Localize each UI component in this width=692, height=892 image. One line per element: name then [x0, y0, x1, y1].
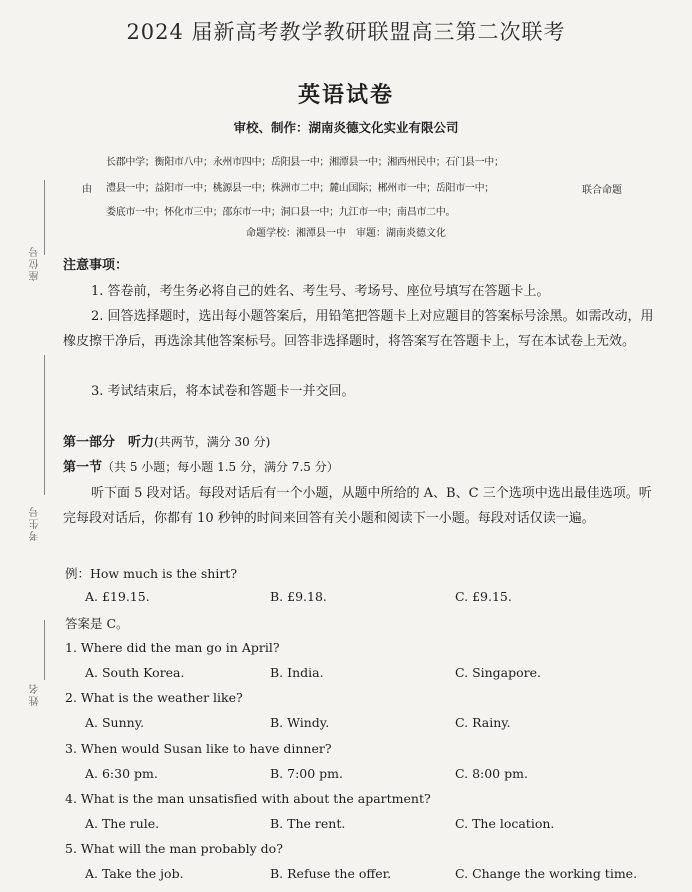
question-5-option-b: B. Refuse the offer. — [270, 866, 392, 881]
notice-item-3: 3. 考试结束后，将本试卷和答题卡一并交回。 — [91, 384, 355, 399]
by-label: 由 — [82, 184, 92, 195]
school-list-line-1: 长郡中学；衡阳市八中；永州市四中；岳阳县一中；湘潭县一中；湘西州民中；石门县一中； — [106, 157, 504, 168]
section-one-title: 第一节 — [63, 460, 103, 475]
example-question: 例：How much is the shirt? — [65, 566, 238, 581]
part-one-score: (共两节，满分 30 分) — [154, 435, 271, 449]
question-3: 3. When would Susan like to have dinner? — [65, 741, 332, 756]
question-2: 2. What is the weather like? — [65, 690, 243, 705]
question-1-option-b: B. India. — [270, 665, 324, 680]
question-2-option-a: A. Sunny. — [85, 715, 145, 730]
notice-item-2: 2. 回答选择题时，选出每小题答案后，用铅笔把答题卡上对应题目的答案标号涂黑。如需改动，用橡皮擦干净后，再选涂其他答案标号。回答非选择题时，将答案写在答题卡上，写在本试卷上无效。 — [63, 309, 654, 349]
section-one-score: （共 5 小题；每小题 1.5 分，满分 7.5 分） — [102, 460, 339, 474]
exam-number-label: 考生号 — [30, 505, 41, 541]
question-2-option-b: B. Windy. — [270, 715, 330, 730]
question-1-option-c: C. Singapore. — [455, 665, 542, 680]
question-3-option-a: A. 6:30 pm. — [85, 766, 158, 781]
question-2-option-c: C. Rainy. — [455, 715, 511, 730]
example-answer: 答案是 C。 — [65, 616, 129, 631]
margin-line-exam-no — [44, 355, 45, 495]
school-list-line-2: 澧县一中；益阳市一中；桃源县一中；株洲市二中；麓山国际；郴州市一中；岳阳市一中； — [106, 183, 494, 194]
question-5-option-a: A. Take the job. — [85, 866, 184, 881]
notice-title: 注意事项： — [63, 258, 129, 273]
exam-title: 2024 届新高考教学教研联盟高三第二次联考 — [126, 20, 566, 44]
section-one-instructions: 听下面 5 段对话。每段对话后有一个小题，从题中所给的 A、B、C 三个选项中选出最佳选项。听完每段对话后，你都有 10 秒钟的时间来回答有关小题和阅读下一小题。每段对话仅读一遍。 — [63, 486, 652, 526]
question-4-option-c: C. The location. — [455, 816, 555, 831]
question-3-option-c: C. 8:00 pm. — [455, 766, 528, 781]
notice-item-1: 1. 答卷前，考生务必将自己的姓名、考生号、考场号、座位号填写在答题卡上。 — [91, 284, 550, 299]
name-label: 姓名 — [30, 682, 41, 706]
section-one-heading — [63, 455, 657, 480]
school-list-line-3: 娄底市一中；怀化市三中；邵东市一中；洞口县一中；九江市一中；南昌市二中。 — [106, 207, 456, 218]
question-5-option-c: C. Change the working time. — [455, 866, 638, 881]
example-option-c: C. £9.15. — [455, 589, 512, 604]
margin-line-seat — [44, 180, 45, 255]
producer-line: 审校、制作：湖南炎德文化实业有限公司 — [233, 120, 459, 135]
subject-title: 英语试卷 — [297, 83, 394, 108]
example-option-b: B. £9.18. — [270, 589, 327, 604]
question-3-option-b: B. 7:00 pm. — [270, 766, 344, 781]
command-school-line: 命题学校：湘潭县一中 审题：湖南炎德文化 — [246, 228, 446, 239]
joint-proposition-label: 联合命题 — [582, 185, 622, 196]
question-4-option-a: A. The rule. — [85, 816, 160, 831]
part-one-title: 第一部分 听力 — [63, 435, 155, 450]
example-option-a: A. £19.15. — [85, 589, 150, 604]
question-5: 5. What will the man probably do? — [65, 841, 283, 856]
question-4: 4. What is the man unsatisfied with about the apartment? — [65, 791, 431, 806]
part-one-heading — [63, 430, 657, 455]
margin-line-name — [44, 620, 45, 680]
question-1: 1. Where did the man go in April? — [65, 640, 280, 655]
question-1-option-a: A. South Korea. — [85, 665, 185, 680]
seat-number-label: 座位号 — [30, 245, 41, 281]
question-4-option-b: B. The rent. — [270, 816, 346, 831]
